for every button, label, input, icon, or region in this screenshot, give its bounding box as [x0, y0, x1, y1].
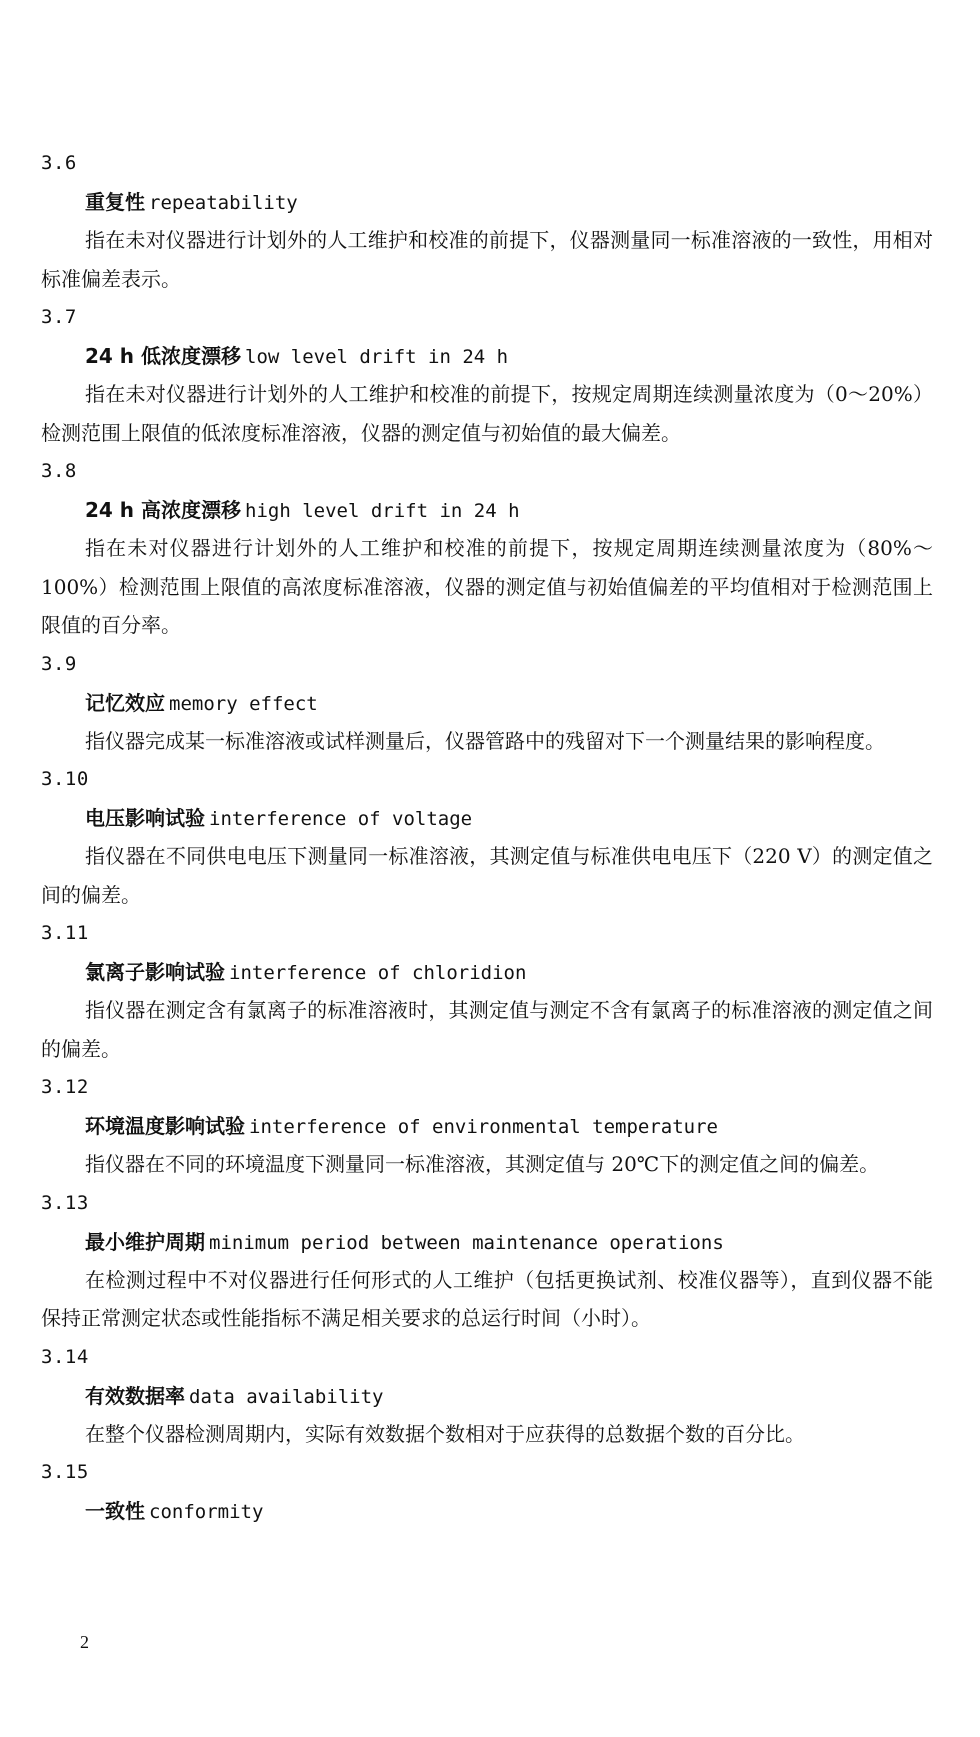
section-3-8 — [41, 452, 933, 645]
term-english: low level drift in 24 h — [245, 346, 509, 368]
section-number: 3.14 — [41, 1345, 89, 1368]
term-heading — [41, 684, 933, 722]
term-english: memory effect — [169, 692, 318, 715]
term-heading — [41, 491, 933, 529]
term-definition: 在检测过程中不对仪器进行任何形式的人工维护（包括更换试剂、校准仪器等），直到仪器不能保持正常测定状态或性能指标不满足相关要求的总运行时间（小时）。 — [41, 1267, 933, 1330]
term-definition: 指仪器在测定含有氯离子的标准溶液时，其测定值与测定不含有氯离子的标准溶液的测定值之间的偏差。 — [41, 998, 933, 1061]
term-definition: 指在未对仪器进行计划外的人工维护和校准的前提下，按规定周期连续测量浓度为（80%～100%）检测范围上限值的高浓度标准溶液，仪器的测定值与初始值偏差的平均值相对于检测范围上限值的百分率。 — [41, 536, 933, 637]
term-heading — [41, 953, 933, 991]
term-chinese: 一致性 — [85, 1499, 145, 1523]
section-3-6 — [41, 144, 933, 298]
section-number: 3.8 — [41, 460, 77, 482]
term-definition: 指在未对仪器进行计划外的人工维护和校准的前提下，仪器测量同一标准溶液的一致性，用相对标准偏差表示。 — [41, 228, 933, 291]
term-heading — [41, 799, 933, 837]
section-number: 3.12 — [41, 1076, 89, 1098]
term-chinese: 环境温度影响试验 — [85, 1114, 245, 1138]
page-number: 2 — [80, 1632, 89, 1652]
term-chinese: 重复性 — [85, 190, 145, 214]
term-definition: 在整个仪器检测周期内，实际有效数据个数相对于应获得的总数据个数的百分比。 — [85, 1421, 805, 1446]
term-heading — [41, 183, 933, 221]
term-chinese: 电压影响试验 — [85, 806, 205, 830]
term-definition: 指仪器完成某一标准溶液或试样测量后，仪器管路中的残留对下一个测量结果的影响程度。 — [85, 728, 885, 753]
term-english: high level drift in 24 h — [245, 500, 520, 522]
term-definition: 指在未对仪器进行计划外的人工维护和校准的前提下，按规定周期连续测量浓度为（0～20%）检测范围上限值的低浓度标准溶液，仪器的测定值与初始值的最大偏差。 — [41, 382, 933, 445]
term-heading — [41, 1377, 933, 1415]
section-number: 3.6 — [41, 152, 77, 174]
term-english: repeatability — [149, 192, 298, 214]
section-3-7 — [41, 298, 933, 452]
term-chinese: 24 h 高浓度漂移 — [85, 498, 241, 522]
section-number: 3.10 — [41, 768, 89, 790]
term-definition: 指仪器在不同供电电压下测量同一标准溶液，其测定值与标准供电电压下（220 V）的测定值之间的偏差。 — [41, 844, 933, 907]
term-english: interference of chloridion — [229, 962, 527, 984]
term-english: interference of environmental temperature — [249, 1116, 718, 1138]
term-definition: 指仪器在不同的环境温度下测量同一标准溶液，其测定值与 20℃下的测定值之间的偏差。 — [85, 1152, 880, 1176]
section-3-14 — [41, 1338, 933, 1454]
term-chinese: 氯离子影响试验 — [85, 960, 225, 984]
term-chinese: 记忆效应 — [85, 690, 165, 715]
term-chinese: 24 h 低浓度漂移 — [85, 344, 241, 368]
section-3-15 — [41, 1453, 933, 1530]
section-number: 3.11 — [41, 922, 89, 944]
section-3-12 — [41, 1068, 933, 1184]
section-3-10 — [41, 760, 933, 914]
section-number: 3.15 — [41, 1461, 89, 1483]
term-english: minimum period between maintenance operations — [209, 1231, 724, 1254]
term-heading — [41, 1107, 933, 1145]
term-heading — [41, 1223, 933, 1261]
term-chinese: 最小维护周期 — [85, 1229, 205, 1254]
document-body — [41, 144, 933, 1530]
term-heading — [41, 1492, 933, 1530]
section-number: 3.7 — [41, 306, 77, 328]
term-heading — [41, 337, 933, 375]
section-number: 3.9 — [41, 652, 77, 675]
section-3-11 — [41, 914, 933, 1068]
section-3-13 — [41, 1184, 933, 1338]
section-3-9 — [41, 645, 933, 761]
term-english: data availability — [189, 1385, 384, 1408]
term-chinese: 有效数据率 — [85, 1383, 185, 1408]
term-english: conformity — [149, 1501, 264, 1523]
term-english: interference of voltage — [209, 808, 473, 830]
section-number: 3.13 — [41, 1191, 89, 1214]
